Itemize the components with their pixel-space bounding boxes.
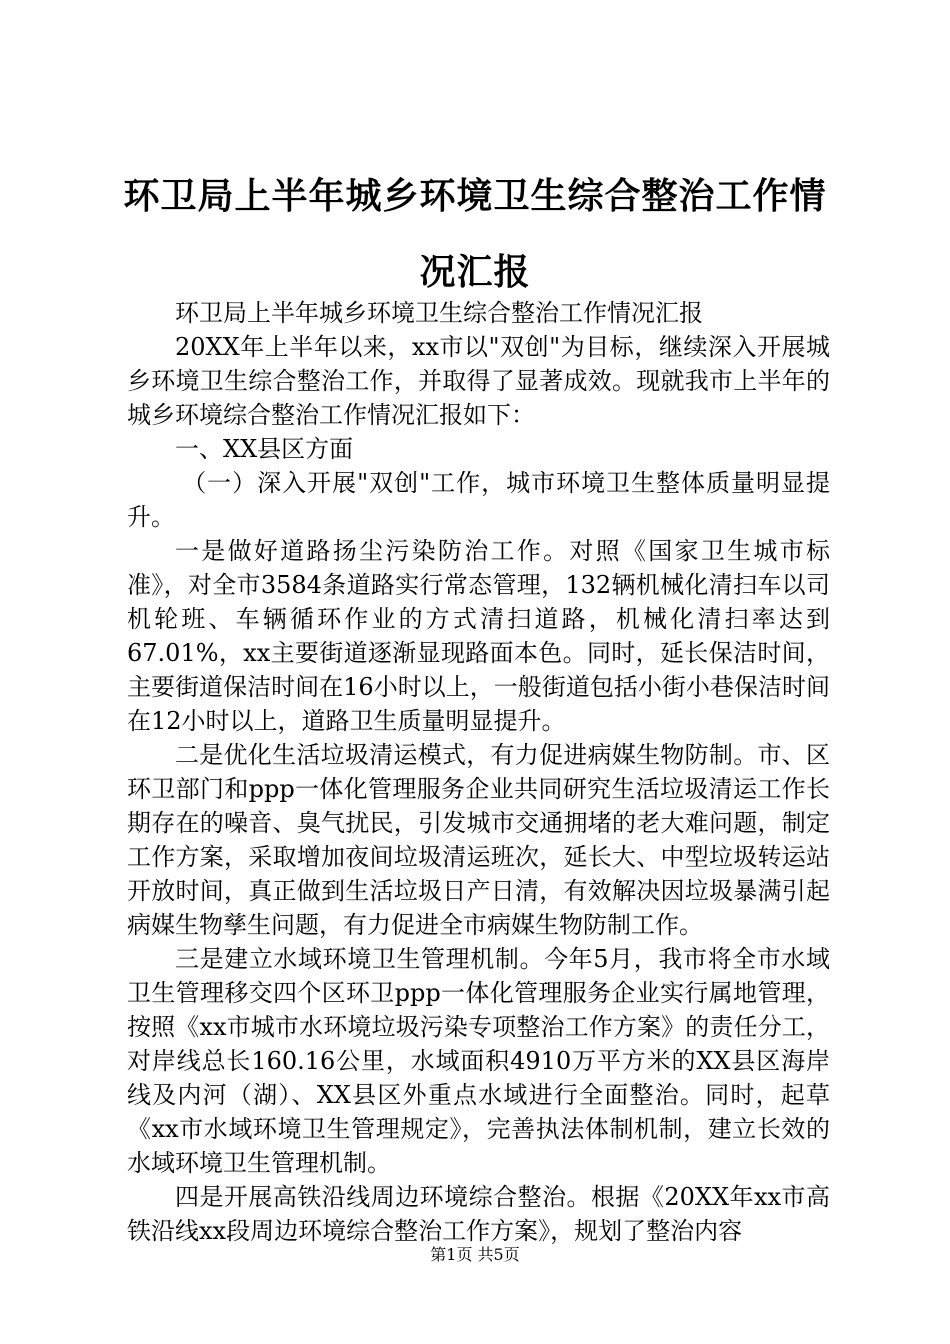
- page-footer: 第1页 共5页: [430, 1245, 520, 1264]
- body-paragraph: 环卫局上半年城乡环境卫生综合整治工作情况汇报: [175, 299, 703, 327]
- body-paragraph: 20XX年上半年以来，xx市以"双创"为目标，继续深入开展城乡环境卫生综合整治工作，并取得了显著成效。现就我市上半年的城乡环境综合整治工作情况汇报如下：: [127, 333, 830, 429]
- document-body: [127, 296, 830, 1248]
- body-paragraph: 四是开展高铁沿线周边环境综合整治。根据《20XX年xx市高铁沿线xx段周边环境综合整治工作方案》，规划了整治内容: [127, 1183, 830, 1245]
- body-paragraph: 一是做好道路扬尘污染防治工作。对照《国家卫生城市标准》，对全市3584条道路实行常态管理，132辆机械化清扫车以司机轮班、车辆循环作业的方式清扫道路，机械化清扫率达到67.01%，xx主要街道逐渐显现路面本色。同时，延长保洁时间，主要街道保洁时间在16小时以上，一般街道包括小街小巷保洁时间在12小时以上，道路卫生质量明显提升。: [127, 537, 830, 735]
- section-heading: 一、XX县区方面: [175, 435, 354, 463]
- body-paragraph: 三是建立水域环境卫生管理机制。今年5月，我市将全市水域卫生管理移交四个区环卫ppp一体化管理服务企业实行属地管理，按照《xx市城市水环境垃圾污染专项整治工作方案》的责任分工，对岸线总长160.16公里，水域面积4910万平方米的XX县区海岸线及内河（湖）、XX县区外重点水域进行全面整治。同时，起草《xx市水域环境卫生管理规定》，完善执法体制机制，建立长效的水域环境卫生管理机制。: [127, 945, 830, 1177]
- subsection-heading: （一）深入开展"双创"工作，城市环境卫生整体质量明显提升。: [127, 469, 830, 531]
- document-title: 环卫局上半年城乡环境卫生综合整治工作情况汇报: [123, 175, 827, 293]
- body-paragraph: 二是优化生活垃圾清运模式，有力促进病媒生物防制。市、区环卫部门和ppp一体化管理服务企业共同研究生活垃圾清运工作长期存在的噪音、臭气扰民，引发城市交通拥堵的老大难问题，制定工作方案，采取增加夜间垃圾清运班次，延长大、中型垃圾转运站开放时间，真正做到生活垃圾日产日清，有效解决因垃圾暴满引起病媒生物孳生问题，有力促进全市病媒生物防制工作。: [127, 741, 830, 939]
